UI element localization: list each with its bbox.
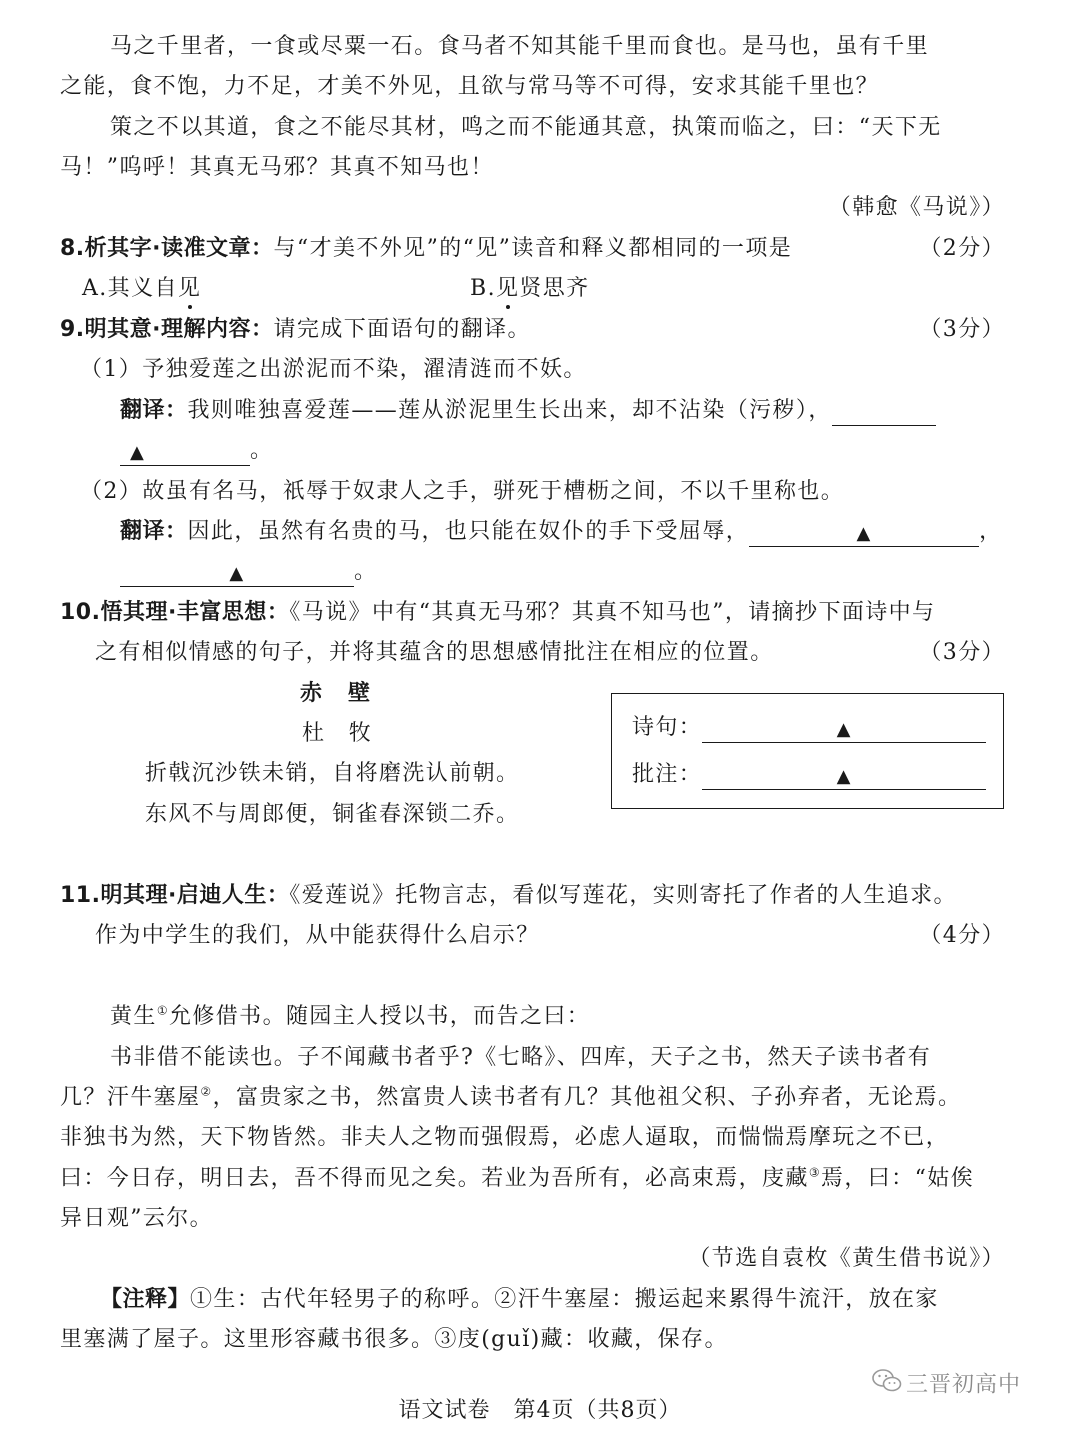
q11-score: （4分） bbox=[919, 923, 1005, 948]
q8-score: （2分） bbox=[919, 236, 1005, 261]
triangle-icon: ▲ bbox=[229, 563, 245, 584]
q9-text: 请完成下面语句的翻译。 bbox=[273, 317, 531, 342]
q9-translation-2-cont bbox=[120, 557, 1005, 587]
note-marker: ② bbox=[200, 1084, 213, 1099]
poem-title: 赤 壁 bbox=[300, 681, 373, 706]
q11-title: 11.明其理·启迪人生： bbox=[60, 883, 290, 908]
q9-translation-1 bbox=[120, 396, 1005, 426]
q9-translation-label: 翻译： bbox=[120, 519, 188, 544]
box-label-verse: 诗句： bbox=[632, 715, 703, 740]
q9-score: （3分） bbox=[919, 317, 1005, 342]
passage2-line bbox=[110, 1002, 1005, 1032]
notes-text: ①生：古代年轻男子的称呼。②汗牛塞屋：搬运起来累得牛流汗，放在家 bbox=[190, 1287, 939, 1312]
q10-score: （3分） bbox=[919, 640, 1005, 665]
passage2-line bbox=[60, 1083, 1005, 1113]
q11-text-cont: 作为中学生的我们，从中能获得什么启示？ bbox=[95, 923, 540, 948]
q8-title: 8.析其字·读准文章： bbox=[60, 236, 274, 261]
poem-author: 杜 牧 bbox=[302, 721, 373, 746]
q9-translation-1-cont bbox=[120, 436, 1005, 466]
poem-line: 折戟沉沙铁未销，自将磨洗认前朝。 bbox=[145, 761, 520, 786]
passage2-line: 非独书为然，天下物皆然。非夫人之物而强假焉，必虑人逼取，而惴惴焉摩玩之不已， bbox=[60, 1125, 950, 1150]
question-10 bbox=[60, 598, 1005, 628]
box-row-verse bbox=[632, 713, 986, 743]
answer-blank[interactable] bbox=[702, 718, 986, 743]
q11-line2 bbox=[95, 921, 1005, 951]
q9-translation-end: 。 bbox=[250, 438, 274, 463]
q8-option-a-dotted: 见 bbox=[178, 274, 201, 304]
question-11 bbox=[60, 881, 1005, 911]
q9-translation-label: 翻译： bbox=[120, 398, 188, 423]
answer-blank[interactable] bbox=[832, 401, 936, 426]
q9-sentence-2: （2）故虽有名马，祇辱于奴隶人之手，骈死于槽枥之间，不以千里称也。 bbox=[80, 479, 845, 504]
q9-translation-text: 因此，虽然有名贵的马，也只能在奴仆的手下受屈辱， bbox=[187, 519, 750, 544]
triangle-icon: ▲ bbox=[836, 719, 852, 740]
passage2-line bbox=[60, 1164, 1005, 1194]
triangle-icon: ▲ bbox=[856, 523, 872, 544]
poem-line: 东风不与周郎便，铜雀春深锁二乔。 bbox=[145, 802, 520, 827]
triangle-icon: ▲ bbox=[836, 766, 852, 787]
q9-translation-text: 我则唯独喜爱莲——莲从淤泥里生长出来，却不沾染（污秽）， bbox=[187, 398, 832, 423]
note-marker: ① bbox=[156, 1003, 169, 1018]
notes-line: 里塞满了屋子。这里形容藏书很多。③庋(guǐ)藏：收藏，保存。 bbox=[60, 1327, 728, 1352]
question-9 bbox=[60, 315, 1005, 345]
q8-option-b-prefix: B. bbox=[470, 276, 496, 301]
q9-translation-end: 。 bbox=[354, 559, 378, 584]
passage2-text: 允修借书。随园主人授以书，而告之曰： bbox=[168, 1004, 591, 1029]
q8-option-b bbox=[470, 274, 870, 304]
answer-blank[interactable] bbox=[702, 765, 986, 790]
box-row-annotation bbox=[632, 760, 986, 790]
q8-option-a-text: A.其义自 bbox=[82, 276, 178, 301]
passage1-line: 马！”呜呼！其真无马邪？其真不知马也！ bbox=[60, 155, 494, 180]
q9-title: 9.明其意·理解内容： bbox=[60, 317, 274, 342]
passage2-text: ，富贵家之书，然富贵人读书者有几？其他祖父积、子孙弃者，无论焉。 bbox=[212, 1085, 962, 1110]
q9-translation-comma: ， bbox=[979, 519, 1003, 544]
passage2-text: 黄生 bbox=[110, 1004, 157, 1029]
q9-sentence-1: （1）予独爱莲之出淤泥而不染，濯清涟而不妖。 bbox=[80, 357, 587, 382]
page-footer: 语文试卷 第4页（共8页） bbox=[398, 1398, 682, 1423]
notes-label: 【注释】 bbox=[100, 1287, 191, 1312]
q10-text: 《马说》中有“其真无马邪？其真不知马也”，请摘抄下面诗中与 bbox=[289, 600, 936, 625]
passage1-line: 之能，食不饱，力不足，才美不外见，且欲与常马等不可得，安求其能千里也？ bbox=[60, 74, 880, 99]
passage2-line: 异日观”云尔。 bbox=[60, 1206, 214, 1231]
passage2-text: 曰：今日存，明日去，吾不得而见之矣。若业为吾所有，必高束焉，庋藏 bbox=[60, 1166, 809, 1191]
passage2-text: 焉，曰：“姑俟 bbox=[820, 1166, 975, 1191]
answer-blank[interactable] bbox=[120, 441, 250, 466]
notes-line bbox=[100, 1285, 1005, 1315]
q11-text: 《爱莲说》托物言志，看似写莲花，实则寄托了作者的人生追求。 bbox=[289, 883, 957, 908]
q10-title: 10.悟其理·丰富思想： bbox=[60, 600, 290, 625]
box-label-annotation: 批注： bbox=[632, 762, 703, 787]
q10-text-cont: 之有相似情感的句子，并将其蕴含的思想感情批注在相应的位置。 bbox=[95, 640, 774, 665]
passage1-source: （韩愈《马说》） bbox=[828, 195, 1005, 220]
q8-option-b-text: 贤思齐 bbox=[519, 276, 590, 301]
passage2-source: （节选自袁枚《黄生借书说》） bbox=[688, 1246, 1005, 1271]
q8-option-b-dotted: 见 bbox=[496, 274, 519, 304]
question-8 bbox=[60, 234, 1005, 264]
passage1-line: 策之不以其道，食之不能尽其材，鸣之而不能通其意，执策而临之，曰：“天下无 bbox=[110, 115, 942, 140]
watermark-text: 三晋初高中 bbox=[906, 1372, 1022, 1398]
answer-blank[interactable] bbox=[749, 522, 979, 547]
annotation-box bbox=[611, 693, 1004, 809]
answer-blank[interactable] bbox=[120, 562, 354, 587]
q10-line2 bbox=[95, 638, 1005, 668]
triangle-icon: ▲ bbox=[130, 442, 146, 463]
passage2-line: 书非借不能读也。子不闻藏书者乎?《七略》、四库，天子之书，然天子读书者有 bbox=[110, 1045, 932, 1070]
passage1-line: 马之千里者，一食或尽粟一石。食马者不知其能千里而食也。是马也，虽有千里 bbox=[110, 34, 930, 59]
q8-text: 与“才美不外见”的“见”读音和释义都相同的一项是 bbox=[273, 236, 793, 261]
passage2-text: 几？汗牛塞屋 bbox=[60, 1085, 201, 1110]
note-marker: ③ bbox=[808, 1165, 821, 1180]
q9-translation-2 bbox=[120, 517, 1005, 547]
